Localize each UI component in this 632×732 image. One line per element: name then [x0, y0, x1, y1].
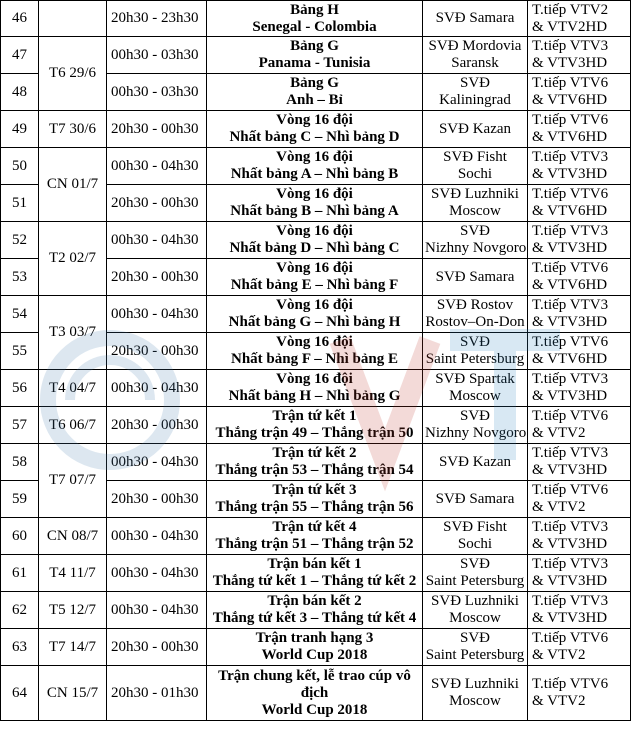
- match-title: [207, 37, 423, 74]
- match-number: 57: [1, 407, 39, 444]
- match-title-line: Senegal - Colombia: [252, 18, 377, 35]
- match-day: T7 14/7: [39, 629, 107, 666]
- match-venue-line: SVĐ Fisht: [443, 149, 507, 165]
- match-venue: [423, 629, 528, 666]
- match-broadcast: [528, 185, 631, 222]
- match-number: 48: [1, 74, 39, 111]
- table-row: [1, 296, 631, 333]
- match-number: 61: [1, 555, 39, 592]
- match-time: 20h30 - 00h30: [107, 407, 207, 444]
- match-broadcast-line: T.tiếp VTV6: [532, 334, 609, 350]
- match-broadcast-line: T.tiếp VTV3: [532, 149, 609, 165]
- match-broadcast-line: T.tiếp VTV3: [532, 297, 609, 313]
- match-time: 00h30 - 04h30: [107, 592, 207, 629]
- match-number: 58: [1, 444, 39, 481]
- match-broadcast-line: & VTV6HD: [532, 277, 608, 293]
- match-broadcast: [528, 444, 631, 481]
- match-day: CN 01/7: [39, 148, 107, 222]
- match-title-line: World Cup 2018: [261, 701, 368, 718]
- match-broadcast-line: T.tiếp VTV6: [532, 112, 609, 128]
- match-title: [207, 148, 423, 185]
- match-time: 20h30 - 23h30: [107, 1, 207, 37]
- match-venue: [423, 333, 528, 370]
- match-venue-line: Kaliningrad: [439, 92, 511, 108]
- match-number: 49: [1, 111, 39, 148]
- match-broadcast-line: & VTV2HD: [532, 18, 608, 35]
- match-broadcast-line: & VTV3HD: [532, 314, 608, 330]
- match-title-line: địch: [300, 684, 329, 701]
- match-broadcast-line: T.tiếp VTV3: [532, 445, 609, 461]
- table-row: [1, 111, 631, 148]
- match-venue: [423, 74, 528, 111]
- match-venue-line: Nizhny Novgoro: [425, 425, 527, 441]
- match-time: 00h30 - 04h30: [107, 555, 207, 592]
- match-venue: [423, 444, 528, 481]
- match-title: [207, 1, 423, 37]
- match-time: 00h30 - 04h30: [107, 222, 207, 259]
- table-row: [1, 148, 631, 185]
- match-venue-line: SVĐ Samara: [435, 490, 515, 507]
- match-title: [207, 666, 423, 721]
- table-row: [1, 1, 631, 37]
- table-row: [1, 407, 631, 444]
- match-title-line: Trận tứ kết 3: [272, 482, 357, 498]
- match-broadcast-line: T.tiếp VTV2: [532, 1, 609, 18]
- match-title: [207, 222, 423, 259]
- match-title-line: Thắng trận 51 – Thắng trận 52: [215, 536, 414, 552]
- match-broadcast: [528, 370, 631, 407]
- match-title: [207, 407, 423, 444]
- match-day: T6 06/7: [39, 407, 107, 444]
- match-venue-line: Saint Petersburg: [425, 351, 525, 367]
- match-time: 00h30 - 04h30: [107, 296, 207, 333]
- match-title-line: Vòng 16 đội: [276, 260, 353, 276]
- match-title: [207, 74, 423, 111]
- table-row: [1, 444, 631, 481]
- match-broadcast: [528, 259, 631, 296]
- match-venue: [423, 370, 528, 407]
- match-title-line: Bảng G: [290, 38, 339, 54]
- match-venue-line: SVĐ: [459, 408, 490, 424]
- match-number: 56: [1, 370, 39, 407]
- match-broadcast: [528, 37, 631, 74]
- match-title-line: Nhất bảng B – Nhì bảng A: [230, 203, 399, 219]
- match-time: 00h30 - 03h30: [107, 74, 207, 111]
- match-title: [207, 481, 423, 518]
- table-row: [1, 518, 631, 555]
- match-time: 20h30 - 00h30: [107, 111, 207, 148]
- match-venue-line: SVĐ: [459, 630, 490, 646]
- match-venue-line: SVĐ: [459, 556, 490, 572]
- match-time: 20h30 - 00h30: [107, 333, 207, 370]
- match-broadcast: [528, 74, 631, 111]
- match-day: T7 30/6: [39, 111, 107, 148]
- match-title-line: Thắng trận 55 – Thắng trận 56: [215, 499, 414, 515]
- table-row: [1, 555, 631, 592]
- match-broadcast: [528, 222, 631, 259]
- match-title: [207, 259, 423, 296]
- match-broadcast-line: & VTV2: [532, 647, 586, 663]
- match-venue-line: SVĐ Luzhniki: [431, 186, 519, 202]
- match-venue-line: SVĐ Luzhniki: [431, 593, 519, 609]
- match-time: 00h30 - 04h30: [107, 444, 207, 481]
- match-title-line: Vòng 16 đội: [276, 297, 353, 313]
- match-venue-line: SVĐ Spartak: [435, 371, 515, 387]
- match-day: T7 07/7: [39, 444, 107, 518]
- match-time: 20h30 - 01h30: [107, 666, 207, 721]
- match-day: T2 02/7: [39, 222, 107, 296]
- match-time: 00h30 - 04h30: [107, 518, 207, 555]
- match-title-line: Trận tranh hạng 3: [255, 630, 374, 646]
- match-venue: [423, 592, 528, 629]
- match-title-line: Vòng 16 đội: [276, 371, 353, 387]
- match-title-line: Thắng trận 53 – Thắng trận 54: [215, 462, 414, 478]
- match-venue-line: Moscow: [449, 693, 501, 709]
- match-venue-line: SVĐ: [459, 223, 490, 239]
- match-broadcast-line: & VTV3HD: [532, 240, 608, 256]
- match-title: [207, 629, 423, 666]
- match-broadcast: [528, 629, 631, 666]
- match-venue-line: Saint Petersburg: [425, 647, 525, 663]
- match-broadcast: [528, 296, 631, 333]
- match-broadcast-line: & VTV6HD: [532, 351, 608, 367]
- match-broadcast-line: & VTV6HD: [532, 203, 608, 219]
- match-title: [207, 296, 423, 333]
- match-venue: [423, 148, 528, 185]
- match-venue-line: Moscow: [449, 388, 501, 404]
- match-venue-line: SVĐ Rostov: [436, 297, 514, 313]
- match-number: 52: [1, 222, 39, 259]
- match-broadcast-line: T.tiếp VTV6: [532, 482, 609, 498]
- match-title: [207, 370, 423, 407]
- match-broadcast-line: T.tiếp VTV3: [532, 38, 609, 54]
- match-number: 51: [1, 185, 39, 222]
- match-number: 47: [1, 37, 39, 74]
- match-day: CN 08/7: [39, 518, 107, 555]
- match-broadcast-line: T.tiếp VTV3: [532, 371, 609, 387]
- match-venue-line: SVĐ Kazan: [438, 120, 512, 137]
- match-venue: [423, 37, 528, 74]
- match-venue-line: SVĐ Kazan: [438, 453, 512, 470]
- match-broadcast: [528, 555, 631, 592]
- match-venue-line: SVĐ: [459, 75, 490, 91]
- match-broadcast: [528, 407, 631, 444]
- schedule-body: [1, 1, 631, 721]
- match-broadcast-line: T.tiếp VTV6: [532, 676, 609, 692]
- match-title-line: Thắng trận 49 – Thắng trận 50: [215, 425, 414, 441]
- match-title-line: Vòng 16 đội: [276, 112, 353, 128]
- match-number: 62: [1, 592, 39, 629]
- match-time: 00h30 - 04h30: [107, 148, 207, 185]
- match-title-line: Thắng tứ kết 1 – Thắng tứ kết 2: [212, 573, 417, 589]
- match-broadcast-line: T.tiếp VTV3: [532, 519, 609, 535]
- match-number: 64: [1, 666, 39, 721]
- match-venue-line: Saint Petersburg: [425, 573, 525, 589]
- match-time: 20h30 - 00h30: [107, 259, 207, 296]
- match-number: 60: [1, 518, 39, 555]
- match-broadcast: [528, 148, 631, 185]
- match-broadcast: [528, 1, 631, 37]
- match-day: T5 12/7: [39, 592, 107, 629]
- match-number: 53: [1, 259, 39, 296]
- match-venue-line: SVĐ Samara: [435, 268, 515, 285]
- match-title-line: Nhất bảng G – Nhì bảng H: [228, 314, 401, 330]
- match-day: T6 29/6: [39, 37, 107, 111]
- match-broadcast-line: & VTV6HD: [532, 92, 608, 108]
- match-title-line: Panama - Tunisia: [258, 55, 371, 71]
- match-broadcast: [528, 333, 631, 370]
- match-venue-line: SVĐ Fisht: [443, 519, 507, 535]
- match-broadcast-line: & VTV3HD: [532, 462, 608, 478]
- match-broadcast: [528, 592, 631, 629]
- match-venue-line: SVĐ Luzhniki: [431, 676, 519, 692]
- match-title-line: Trận tứ kết 1: [272, 408, 357, 424]
- match-broadcast: [528, 111, 631, 148]
- match-venue-line: Moscow: [449, 610, 501, 626]
- match-title-line: Vòng 16 đội: [276, 223, 353, 239]
- match-venue-line: Moscow: [449, 203, 501, 219]
- match-title-line: Nhất bảng F – Nhì bảng E: [231, 351, 398, 367]
- table-row: [1, 370, 631, 407]
- match-venue: [423, 185, 528, 222]
- match-title-line: Trận tứ kết 4: [272, 519, 357, 535]
- match-day: CN 15/7: [39, 666, 107, 721]
- match-broadcast-line: & VTV6HD: [532, 129, 608, 145]
- match-time: 00h30 - 04h30: [107, 370, 207, 407]
- match-title-line: Vòng 16 đội: [276, 334, 353, 350]
- match-time: 00h30 - 03h30: [107, 37, 207, 74]
- match-venue: [423, 407, 528, 444]
- match-title: [207, 333, 423, 370]
- match-venue-line: SVĐ: [459, 334, 490, 350]
- match-time: 20h30 - 00h30: [107, 185, 207, 222]
- match-day: [39, 1, 107, 37]
- match-broadcast-line: T.tiếp VTV6: [532, 408, 609, 424]
- match-title: [207, 444, 423, 481]
- match-number: 54: [1, 296, 39, 333]
- match-number: 46: [1, 1, 39, 37]
- match-title: [207, 518, 423, 555]
- match-broadcast-line: & VTV2: [532, 693, 586, 709]
- table-row: [1, 666, 631, 721]
- match-title-line: Thắng tứ kết 3 – Thắng tứ kết 4: [212, 610, 417, 626]
- match-broadcast-line: & VTV3HD: [532, 166, 608, 182]
- match-title-line: Nhất bảng D – Nhì bảng C: [229, 240, 400, 256]
- match-title-line: Nhất bảng C – Nhì bảng D: [229, 129, 400, 145]
- match-broadcast-line: & VTV3HD: [532, 536, 608, 552]
- match-title-line: Trận bán kết 1: [267, 556, 362, 572]
- match-broadcast-line: & VTV2: [532, 425, 586, 441]
- match-venue-line: Saransk: [451, 55, 499, 71]
- match-title: [207, 111, 423, 148]
- match-day: T4 11/7: [39, 555, 107, 592]
- match-title-line: Trận tứ kết 2: [272, 445, 357, 461]
- match-broadcast: [528, 481, 631, 518]
- match-broadcast-line: T.tiếp VTV6: [532, 186, 609, 202]
- match-venue-line: Sochi: [457, 166, 493, 182]
- table-row: [1, 592, 631, 629]
- match-time: 20h30 - 00h30: [107, 629, 207, 666]
- match-title-line: Nhất bảng A – Nhì bảng B: [230, 166, 399, 182]
- match-venue: [423, 1, 528, 37]
- match-title-line: Bảng H: [290, 1, 339, 18]
- match-venue: [423, 296, 528, 333]
- match-title-line: Vòng 16 đội: [276, 186, 353, 202]
- match-day: T3 03/7: [39, 296, 107, 370]
- match-broadcast-line: T.tiếp VTV3: [532, 556, 609, 572]
- match-venue-line: SVĐ Mordovia: [428, 38, 522, 54]
- match-venue: [423, 518, 528, 555]
- match-venue-line: Rostov–On-Don: [425, 314, 525, 330]
- match-time: 20h30 - 00h30: [107, 481, 207, 518]
- match-title-line: Vòng 16 đội: [276, 149, 353, 165]
- match-number: 63: [1, 629, 39, 666]
- match-venue: [423, 259, 528, 296]
- match-title-line: World Cup 2018: [261, 647, 368, 663]
- match-broadcast-line: & VTV3HD: [532, 610, 608, 626]
- match-broadcast-line: & VTV3HD: [532, 573, 608, 589]
- table-row: [1, 37, 631, 74]
- match-venue-line: SVĐ Samara: [435, 10, 515, 26]
- match-title: [207, 555, 423, 592]
- match-broadcast-line: T.tiếp VTV6: [532, 75, 609, 91]
- match-title-line: Anh – Bỉ: [286, 92, 343, 108]
- match-title-line: Trận bán kết 2: [267, 593, 362, 609]
- match-title-line: Nhất bảng H – Nhì bảng G: [228, 388, 401, 404]
- match-title-line: Trận chung kết, lễ trao cúp vô: [218, 667, 411, 684]
- match-broadcast: [528, 518, 631, 555]
- match-title-line: Nhất bảng E – Nhì bảng F: [230, 277, 399, 293]
- match-broadcast-line: T.tiếp VTV3: [532, 223, 609, 239]
- match-title: [207, 592, 423, 629]
- table-row: [1, 629, 631, 666]
- match-title: [207, 185, 423, 222]
- table-row: [1, 222, 631, 259]
- match-number: 55: [1, 333, 39, 370]
- match-venue: [423, 111, 528, 148]
- match-venue: [423, 481, 528, 518]
- match-venue: [423, 666, 528, 721]
- match-number: 50: [1, 148, 39, 185]
- match-broadcast-line: T.tiếp VTV6: [532, 630, 609, 646]
- match-venue-line: Nizhny Novgoro: [425, 240, 527, 256]
- match-broadcast: [528, 666, 631, 721]
- match-broadcast-line: & VTV2: [532, 499, 586, 515]
- match-number: 59: [1, 481, 39, 518]
- match-broadcast-line: & VTV3HD: [532, 388, 608, 404]
- match-broadcast-line: T.tiếp VTV3: [532, 593, 609, 609]
- match-venue: [423, 222, 528, 259]
- match-broadcast-line: & VTV3HD: [532, 55, 608, 71]
- match-broadcast-line: T.tiếp VTV6: [532, 260, 609, 276]
- match-venue: [423, 555, 528, 592]
- match-day: T4 04/7: [39, 370, 107, 407]
- match-title-line: Bảng G: [290, 75, 339, 91]
- match-venue-line: Sochi: [457, 536, 493, 552]
